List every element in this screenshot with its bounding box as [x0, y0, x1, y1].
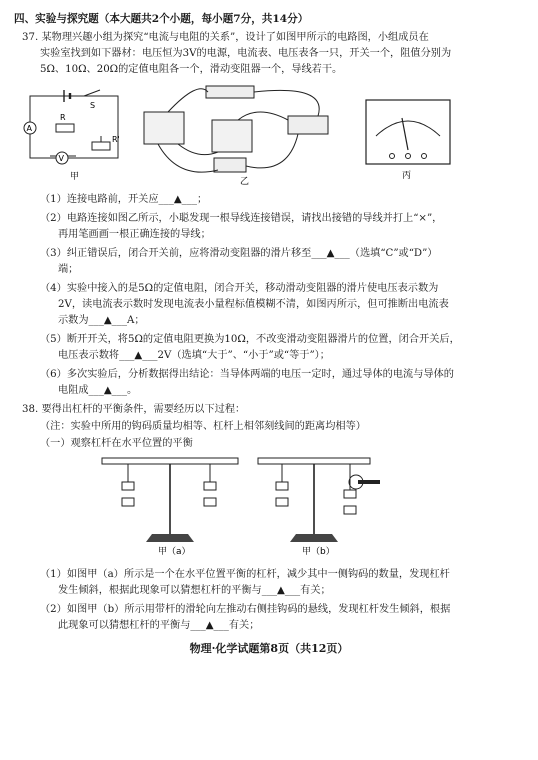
- q37-item-4-cont: 2V，读电流表示数时发现电流表小量程标值模糊不清，如图丙所示，但可推断出电流表: [58, 299, 449, 310]
- resistor-label: R: [60, 113, 66, 122]
- q37-item-2: （2）电路连接如图乙所示，小聪发现一根导线连接错误，请找出接错的导线并打上“×”，: [40, 213, 443, 224]
- circuit-diagram-jia: [20, 86, 132, 182]
- q38-item-1: （1）如图甲（a）所示是一个在水平位置平衡的杠杆，减少其中一侧钩码的数量，发现杠杆: [40, 569, 450, 580]
- q38-title: 38. 要得出杠杆的平衡条件，需要经历以下过程：: [22, 404, 246, 415]
- rheostat-label: R': [112, 135, 120, 144]
- q38-item-2: （2）如图甲（b）所示用带杆的滑轮向左推动右侧挂钩码的悬线，发现杠杆发生倾斜，根据: [40, 604, 451, 615]
- page-footer: 物理·化学试题第8页（共12页）: [189, 642, 349, 655]
- q37-item-4-cont-2: 示数为___▲___A；: [58, 315, 145, 326]
- q38-part1: （一）观察杠杆在水平位置的平衡: [40, 438, 193, 449]
- figure-b-label: 甲（b）: [302, 547, 335, 556]
- lever-figure-a: [100, 452, 240, 556]
- q37-item-4: （4）实验中接入的是5Ω的定值电阻，闭合开关，移动滑动变阻器的滑片使电压表示数为: [40, 283, 439, 294]
- figure-a-label: 甲（a）: [158, 547, 191, 556]
- ammeter-figure-bing: [362, 96, 466, 182]
- figure-bing-label: 丙: [402, 171, 412, 181]
- q37-item-6-cont: 电阻成___▲___。: [58, 385, 138, 396]
- figure-yi-label: 乙: [240, 177, 250, 187]
- section-title: 四、实验与探究题（本大题共2个小题，每小题7分，共14分）: [14, 13, 309, 25]
- q37-item-3-cont: 端；: [58, 264, 79, 275]
- q38-note: （注：实验中所用的钩码质量均相等、杠杆上相邻刻线间的距离均相等）: [40, 421, 366, 432]
- q38-item-1-cont: 发生倾斜，根据此现象可以猜想杠杆的平衡与___▲___有关；: [58, 585, 331, 596]
- q37-intro-line-1: 37. 某物理兴趣小组为探究“电流与电阻的关系”，设计了如图甲所示的电路图，小组成员在: [22, 32, 429, 43]
- q37-intro-line-2: 实验室找到如下器材：电压恒为3V的电源，电流表、电压表各一只，开关一个，阻值分别为: [40, 48, 452, 59]
- q37-item-2-cont: 再用笔画画一根正确连接的导线；: [58, 229, 211, 240]
- switch-label: S: [90, 101, 96, 110]
- ammeter-label: A: [26, 124, 32, 133]
- lever-figure-b: [256, 452, 396, 556]
- wiring-figure-yi: [138, 80, 350, 188]
- q37-item-5: （5）断开开关，将5Ω的定值电阻更换为10Ω，不改变滑动变阻器滑片的位置，闭合开关后，: [40, 334, 460, 345]
- q37-intro-line-3: 5Ω、10Ω、20Ω的定值电阻各一个，滑动变阻器一个，导线若干。: [40, 64, 343, 75]
- q37-item-6: （6）多次实验后，分析数据得出结论：当导体两端的电压一定时，通过导体的电流与导体的: [40, 369, 454, 380]
- voltmeter-label: V: [58, 154, 64, 163]
- figure-jia-label: 甲: [70, 172, 80, 182]
- q37-item-1: （1）连接电路前，开关应___▲___；: [40, 194, 208, 205]
- q38-item-2-cont: 此现象可以猜想杠杆的平衡与___▲___有关；: [58, 620, 260, 631]
- q37-item-3: （3）纠正错误后，闭合开关前，应将滑动变阻器的滑片移至___▲___（选填“C”或“D”）: [40, 248, 438, 259]
- q37-item-5-cont: 电压表示数将___▲___2V（选填“大于”、“小于”或“等于”）；: [58, 350, 330, 361]
